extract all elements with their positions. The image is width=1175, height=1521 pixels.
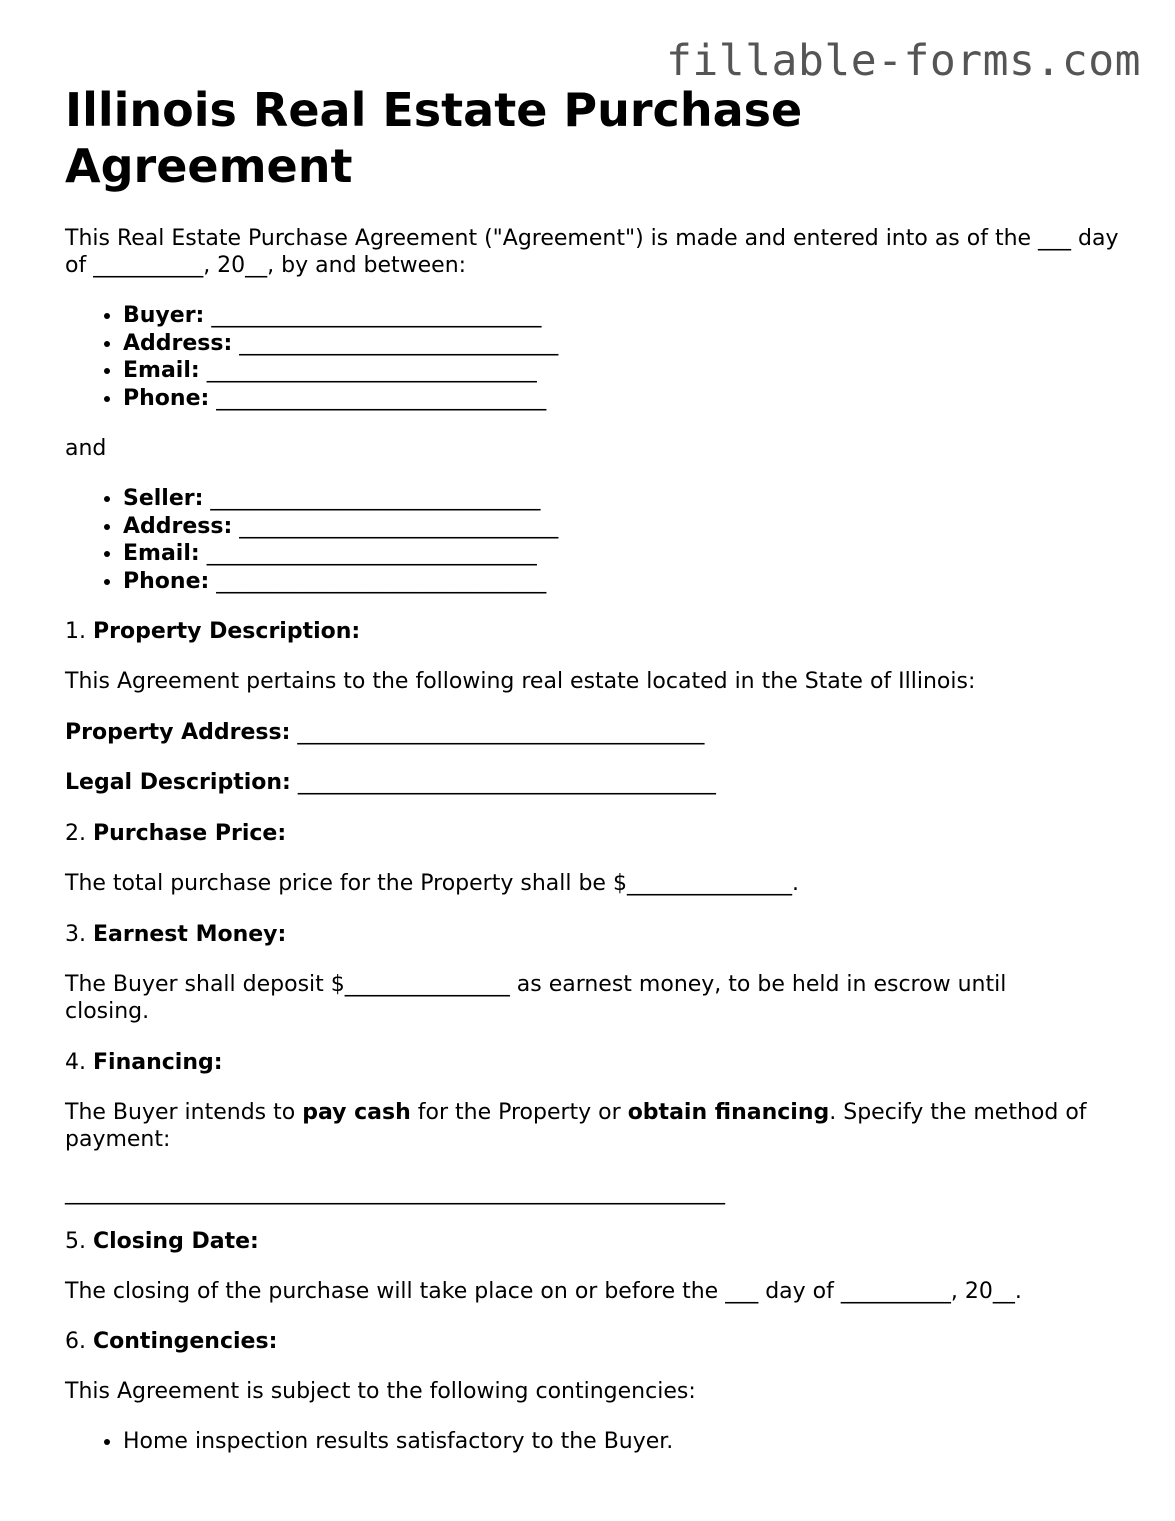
list-item: • Email: ______________________________	[123, 357, 558, 385]
property-address-field: Property Address: _____________________________________	[65, 720, 705, 745]
seller-email-blank[interactable]: ______________________________	[206, 541, 537, 566]
list-item: • Buyer: ______________________________	[123, 302, 558, 330]
section-heading-closing-date: 5. Closing Date:	[65, 1229, 259, 1254]
seller-address-blank[interactable]: _____________________________	[239, 513, 559, 539]
list-item: • Address: _____________________________	[123, 330, 558, 358]
buyer-field-list	[65, 302, 558, 412]
section-heading-contingencies: 6. Contingencies:	[65, 1329, 278, 1354]
section-heading-purchase-price: 2. Purchase Price:	[65, 821, 287, 846]
purchase-price-text: The total purchase price for the Property shall be $_______________.	[65, 871, 799, 896]
seller-name-blank[interactable]: ______________________________	[210, 486, 541, 511]
section-heading-financing: 4. Financing:	[65, 1050, 223, 1075]
and-text: and	[65, 436, 107, 461]
property-address-blank[interactable]: _____________________________________	[297, 720, 705, 745]
intro-paragraph: This Real Estate Purchase Agreement ("Agreement") is made and entered into as of the ___ day of __________, 20__, by and between:	[65, 226, 1119, 278]
list-item: • Phone: ______________________________	[123, 568, 558, 596]
section-heading-earnest-money: 3. Earnest Money:	[65, 922, 287, 947]
list-item: • Seller: ______________________________	[123, 485, 558, 513]
seller-field-list	[65, 485, 558, 595]
buyer-email-blank[interactable]: ______________________________	[206, 358, 537, 383]
buyer-address-blank[interactable]: _____________________________	[239, 330, 559, 356]
section-heading-property-description: 1. Property Description:	[65, 619, 361, 644]
buyer-name-blank[interactable]: ______________________________	[211, 303, 542, 328]
financing-text: The Buyer intends to pay cash for the Property or obtain financing. Specify the method of payment:	[65, 1100, 1087, 1152]
earnest-money-text: The Buyer shall deposit $_______________ as earnest money, to be held in escrow until closing.	[65, 972, 1007, 1024]
closing-date-text: The closing of the purchase will take place on or before the ___ day of __________, 20__.	[65, 1279, 1022, 1304]
payment-method-blank[interactable]: ____________________________________________________________	[65, 1180, 725, 1205]
watermark: fillable-forms.com	[666, 36, 1141, 86]
legal-description-field: Legal Description: ______________________________________	[65, 770, 716, 795]
list-item: • Address: _____________________________	[123, 513, 558, 541]
legal-description-blank[interactable]: ______________________________________	[297, 770, 716, 795]
list-item: • Home inspection results satisfactory to the Buyer.	[123, 1428, 673, 1456]
page-title: Illinois Real Estate Purchase Agreement	[65, 83, 803, 193]
buyer-phone-blank[interactable]: ______________________________	[216, 385, 547, 411]
contingencies-text: This Agreement is subject to the following contingencies:	[65, 1379, 696, 1404]
property-description-text: This Agreement pertains to the following real estate located in the State of Illinois:	[65, 669, 976, 694]
contingencies-list	[65, 1428, 673, 1456]
list-item: • Email: ______________________________	[123, 540, 558, 568]
seller-phone-blank[interactable]: ______________________________	[216, 568, 547, 594]
list-item: • Phone: ______________________________	[123, 385, 558, 413]
